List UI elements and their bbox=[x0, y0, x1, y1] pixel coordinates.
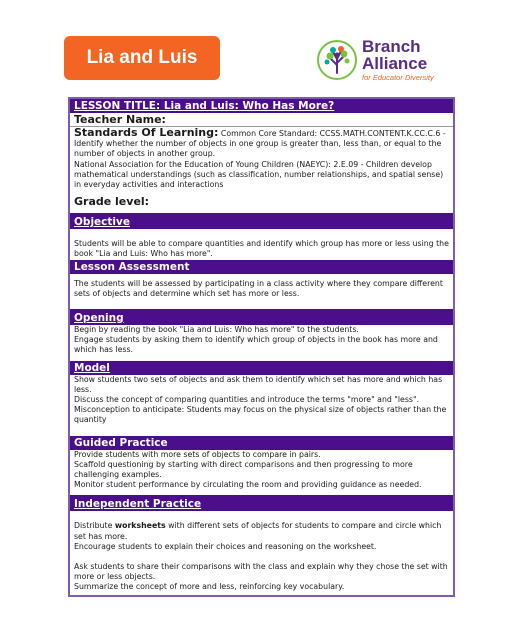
logo-line-1: Branch bbox=[362, 37, 421, 57]
guided-text-3: Monitor student performance by circulating the room and providing guidance as needed. bbox=[74, 480, 422, 490]
model-text-2: Discuss the concept of comparing quantities and introduce the terms "more" and "less". bbox=[74, 395, 420, 405]
closing-text-2: Summarize the concept of more and less, reinforcing key vocabulary. bbox=[74, 582, 345, 592]
closing-text-1: Ask students to share their comparisons with the class and explain why they chose the set with more or less objects. bbox=[74, 562, 448, 582]
independent-text-1-end: with different sets of objects for students to compare and circle which set has more. bbox=[74, 521, 442, 541]
guided-text-1: Provide students with more sets of objects to compare in pairs. bbox=[74, 449, 321, 459]
grade-level-label: Grade level: bbox=[74, 195, 150, 209]
objective-text: Students will be able to compare quantities and identify which group has more or less using the book "Lia and Luis: Who has more". bbox=[74, 239, 449, 259]
standards-block bbox=[70, 128, 453, 160]
teacher-name-label: Teacher Name: bbox=[74, 113, 166, 126]
guided-practice-heading: Guided Practice bbox=[70, 436, 453, 450]
tree-icon bbox=[316, 39, 358, 81]
worksheets-emphasis: worksheets bbox=[114, 521, 166, 531]
logo-tagline: for Educator Diversity bbox=[362, 73, 434, 83]
standards-text-1: Common Core Standard: CCSS.MATH.CONTENT.K.CC.C.6 - Identify whether the number of objects in one group is greater than, less than, or equal to the number of objects in another group. bbox=[74, 129, 446, 159]
opening-text-1: Begin by reading the book "Lia and Luis: Who has more" to the students. bbox=[74, 325, 359, 335]
assessment-text: The students will be assessed by participating in a class activity where they compare different sets of objects and determine which set has more or less. bbox=[74, 278, 443, 298]
objective-heading: Objective bbox=[70, 213, 453, 229]
opening-text-2: Engage students by asking them to identify which group of objects in the book has more and which has less. bbox=[74, 335, 438, 355]
opening-heading: Opening bbox=[70, 309, 453, 325]
independent-text-1 bbox=[70, 521, 453, 541]
guided-text-2: Scaffold questioning by starting with direct comparisons and then progressing to more challenging examples. bbox=[74, 459, 413, 480]
lesson-title-band bbox=[70, 99, 453, 113]
standards-text-2: National Association for the Education of Young Children (NAEYC): 2.E.09 - Children develop mathematical understandings (such as classification, number relationships, and spatial sense) in everyday activities and interactions bbox=[74, 159, 444, 190]
model-heading: Model bbox=[70, 361, 453, 375]
lesson-title: LESSON TITLE: Lia and Luis: Who Has More? bbox=[74, 100, 335, 112]
logo-line-2: Alliance bbox=[362, 54, 428, 74]
standards-label: Standards Of Learning: bbox=[74, 126, 219, 139]
assessment-heading: Lesson Assessment bbox=[70, 260, 453, 274]
model-text-1: Show students two sets of objects and ask them to identify which set has more and which has less. bbox=[74, 374, 443, 394]
document-title: Lia and Luis bbox=[86, 47, 198, 68]
independent-text-1-start: Distribute bbox=[74, 521, 115, 531]
independent-practice-heading: Independent Practice bbox=[70, 495, 453, 511]
lesson-plan-sheet bbox=[68, 97, 455, 597]
independent-text-2: Encourage students to explain their choices and reasoning on the worksheet. bbox=[74, 541, 377, 551]
branch-alliance-logo bbox=[316, 38, 456, 82]
model-text-3: Misconception to anticipate: Students may focus on the physical size of objects rather than the quantity bbox=[74, 405, 447, 425]
document-title-badge bbox=[64, 36, 220, 80]
